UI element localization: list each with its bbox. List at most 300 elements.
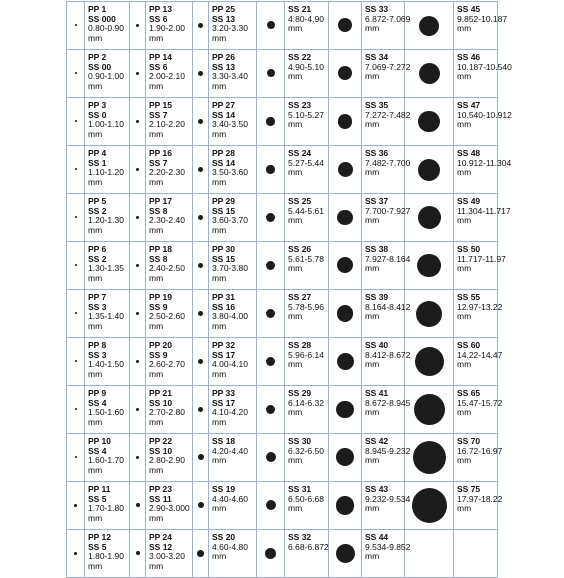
size-code-ss: SS 26 xyxy=(288,244,312,254)
size-code-ss: SS 000 xyxy=(88,13,116,24)
size-dot xyxy=(337,257,353,273)
size-dot-cell xyxy=(405,434,454,482)
size-dot-cell xyxy=(130,146,146,194)
size-label-cell xyxy=(209,2,257,50)
size-range: 4.20-4.40 xyxy=(212,445,248,456)
size-range: 7.069-7.272 xyxy=(365,61,411,72)
size-label-cell xyxy=(454,194,511,242)
size-label-cell xyxy=(454,242,506,290)
size-dot xyxy=(336,401,354,419)
size-unit: mm xyxy=(457,263,472,274)
size-code-ss: SS 2 xyxy=(88,253,107,264)
size-unit: mm xyxy=(365,311,380,322)
size-dot xyxy=(198,71,203,76)
size-dot xyxy=(136,312,140,316)
size-range: 1.90-2.00 xyxy=(149,23,185,34)
size-label-cell xyxy=(362,434,411,482)
table-row xyxy=(67,482,498,530)
size-range: 2.40-2.50 xyxy=(149,263,185,274)
size-range: 3.50-3.60 xyxy=(212,167,248,178)
size-label-cell xyxy=(285,50,329,98)
size-unit: mm xyxy=(457,407,472,418)
size-code-ss: SS 65 xyxy=(457,388,481,398)
size-range: 1.30-1.35 xyxy=(88,263,124,274)
size-code-pp: PP 20 xyxy=(149,340,173,350)
size-dot xyxy=(415,347,444,376)
size-dot-cell xyxy=(193,482,209,530)
size-unit: mm xyxy=(212,176,227,187)
size-dot xyxy=(412,488,447,523)
size-code-ss: SS 33 xyxy=(365,4,389,14)
size-code-pp: PP 9 xyxy=(88,388,107,398)
size-label-cell xyxy=(454,434,503,482)
size-range: 4.10-4.20 xyxy=(212,407,248,418)
size-code-ss: SS 35 xyxy=(365,100,389,110)
size-dot xyxy=(75,312,77,314)
size-code-ss: SS 29 xyxy=(288,388,312,398)
size-range: 7.927-8.164 xyxy=(365,253,411,264)
size-code-ss: SS 43 xyxy=(365,484,389,494)
size-unit: mm xyxy=(288,23,303,34)
size-label-cell xyxy=(85,98,130,146)
size-label-cell xyxy=(362,386,411,434)
size-code-pp: PP 27 xyxy=(212,100,236,110)
size-range: 9.852-10.187 xyxy=(457,13,508,24)
size-unit: mm xyxy=(457,455,472,466)
size-unit: mm xyxy=(288,503,303,514)
size-unit: mm xyxy=(88,368,103,379)
size-code-ss: SS 42 xyxy=(365,436,389,446)
size-dot xyxy=(198,263,203,268)
size-dot xyxy=(136,456,140,460)
size-dot-cell xyxy=(193,386,209,434)
size-label-cell xyxy=(85,146,130,194)
size-dot-cell xyxy=(257,386,285,434)
size-code-pp: PP 24 xyxy=(149,532,173,542)
size-unit: mm xyxy=(212,128,227,139)
size-code-ss: SS 21 xyxy=(288,4,312,14)
size-dot xyxy=(75,216,77,218)
size-dot xyxy=(136,408,140,412)
size-code-pp: PP 2 xyxy=(88,52,107,62)
size-code-pp: PP 30 xyxy=(212,244,236,254)
size-dot-cell xyxy=(67,146,85,194)
size-label-cell xyxy=(85,194,130,242)
size-unit: mm xyxy=(288,119,303,130)
size-unit: mm xyxy=(288,359,303,370)
size-dot-cell xyxy=(405,2,454,50)
size-label-cell xyxy=(362,50,411,98)
size-code-ss: SS 60 xyxy=(457,340,481,350)
size-code-ss: SS 10 xyxy=(149,397,173,408)
size-label-cell xyxy=(146,50,193,98)
size-label-cell xyxy=(362,146,411,194)
size-range: 5.78-5.96 xyxy=(288,301,324,312)
size-range: 17.97-18.22 xyxy=(457,493,503,504)
size-label-cell xyxy=(209,98,257,146)
table-row xyxy=(67,98,498,146)
size-label-cell xyxy=(146,290,193,338)
size-code-ss: SS 47 xyxy=(457,100,481,110)
size-unit: mm xyxy=(149,32,164,43)
size-dot-cell xyxy=(257,338,285,386)
size-label-cell xyxy=(454,50,512,98)
size-code-ss: SS 13 xyxy=(212,13,236,24)
size-range: 6.68-6.872 xyxy=(288,541,329,552)
size-unit: mm xyxy=(365,503,380,514)
size-label-cell xyxy=(209,50,257,98)
size-unit: mm xyxy=(365,23,380,34)
size-range: 2.60-2.70 xyxy=(149,359,185,370)
size-dot-cell xyxy=(405,146,454,194)
size-dot xyxy=(419,63,440,84)
size-label-cell xyxy=(285,434,329,482)
size-label-cell xyxy=(285,386,329,434)
size-code-pp: PP 14 xyxy=(149,52,173,62)
size-unit: mm xyxy=(457,119,472,130)
size-code-ss: SS 5 xyxy=(88,493,107,504)
size-range: 5.61-5.78 xyxy=(288,253,324,264)
size-code-pp: PP 31 xyxy=(212,292,236,302)
size-label-cell xyxy=(362,242,411,290)
size-unit: mm xyxy=(212,320,227,331)
size-label-cell xyxy=(454,530,498,578)
size-dot-cell xyxy=(405,242,454,290)
size-range: 2.10-2.20 xyxy=(149,119,185,130)
size-code-pp: PP 8 xyxy=(88,340,107,350)
size-dot xyxy=(338,18,352,32)
size-range: 1.40-1.50 xyxy=(88,359,124,370)
size-dot-cell xyxy=(257,98,285,146)
size-label-cell xyxy=(146,2,193,50)
size-range: 10.540-10.912 xyxy=(457,109,512,120)
size-unit: mm xyxy=(457,71,472,82)
size-code-ss: SS 7 xyxy=(149,109,168,120)
size-unit: mm xyxy=(288,455,303,466)
size-unit: mm xyxy=(288,407,303,418)
size-code-ss: SS 3 xyxy=(88,349,107,360)
size-unit: mm xyxy=(212,368,227,379)
size-unit: mm xyxy=(457,23,472,34)
size-code-pp: PP 16 xyxy=(149,148,173,158)
size-range: 7.272-7.482 xyxy=(365,109,411,120)
size-dot xyxy=(136,168,139,171)
size-dot-cell xyxy=(67,290,85,338)
size-label-cell xyxy=(362,194,411,242)
size-label-cell xyxy=(209,434,257,482)
size-code-ss: SS 41 xyxy=(365,388,389,398)
size-unit: mm xyxy=(88,32,103,43)
size-label-cell xyxy=(454,98,512,146)
size-dot-cell xyxy=(257,530,285,578)
size-label-cell xyxy=(454,386,503,434)
size-unit: mm xyxy=(365,407,380,418)
size-code-ss: SS 8 xyxy=(149,253,168,264)
size-unit: mm xyxy=(149,80,164,91)
size-dot-cell xyxy=(405,290,454,338)
size-range: 6.14-6.32 xyxy=(288,397,324,408)
size-code-pp: PP 7 xyxy=(88,292,107,302)
size-unit: mm xyxy=(88,512,103,523)
size-range: 3.80-4.00 xyxy=(212,311,248,322)
size-range: 15.47-15.72 xyxy=(457,397,503,408)
size-label-cell xyxy=(285,242,329,290)
size-dot-cell xyxy=(67,386,85,434)
size-range: 6.872-7.069 xyxy=(365,13,411,24)
size-dot xyxy=(75,264,77,266)
size-dot-cell xyxy=(193,434,209,482)
size-unit: mm xyxy=(149,128,164,139)
size-unit: mm xyxy=(149,176,164,187)
size-label-cell xyxy=(146,194,193,242)
size-unit: mm xyxy=(365,263,380,274)
size-unit: mm xyxy=(457,359,472,370)
size-code-pp: PP 18 xyxy=(149,244,173,254)
size-dot xyxy=(75,360,77,362)
size-dot-cell xyxy=(193,242,209,290)
size-dot-cell xyxy=(67,482,85,530)
size-label-cell xyxy=(362,530,411,578)
size-dot xyxy=(338,162,353,177)
size-dot xyxy=(136,72,139,75)
size-range: 2.50-2.60 xyxy=(149,311,185,322)
size-code-ss: SS 00 xyxy=(88,61,112,72)
size-code-ss: SS 13 xyxy=(212,61,236,72)
size-range: 8.412-8.672 xyxy=(365,349,411,360)
size-label-cell xyxy=(285,98,329,146)
size-label-cell xyxy=(146,434,193,482)
size-dot-cell xyxy=(130,50,146,98)
size-dot-cell xyxy=(329,146,362,194)
size-unit: mm xyxy=(88,560,103,571)
size-range: 1.35-1.40 xyxy=(88,311,124,322)
size-dot-cell xyxy=(329,482,362,530)
size-dot xyxy=(338,66,352,80)
size-code-ss: SS 49 xyxy=(457,196,481,206)
size-unit: mm xyxy=(149,464,164,475)
size-code-ss: SS 23 xyxy=(288,100,312,110)
size-code-pp: PP 29 xyxy=(212,196,236,206)
size-code-ss: SS 40 xyxy=(365,340,389,350)
size-label-cell xyxy=(454,338,503,386)
size-dot-cell xyxy=(405,386,454,434)
size-code-pp: PP 11 xyxy=(88,484,111,494)
size-dot-cell xyxy=(67,338,85,386)
table-row xyxy=(67,530,498,578)
size-range: 4.00-4.10 xyxy=(212,359,248,370)
size-range: 0.80-0.90 xyxy=(88,23,124,34)
table-row xyxy=(67,242,498,290)
size-range: 2.80-2.90 xyxy=(149,455,185,466)
size-range: 16.72-16.97 xyxy=(457,445,503,456)
size-code-pp: PP 26 xyxy=(212,52,236,62)
size-unit: mm xyxy=(88,464,103,475)
size-code-ss: SS 28 xyxy=(288,340,312,350)
size-dot xyxy=(266,261,275,270)
size-dot xyxy=(198,167,203,172)
size-unit: mm xyxy=(149,512,164,523)
size-dot xyxy=(198,119,203,124)
size-code-ss: SS 34 xyxy=(365,52,389,62)
size-dot xyxy=(414,394,445,425)
size-range: 1.60-1.70 xyxy=(88,455,124,466)
size-dot xyxy=(198,23,203,28)
size-code-pp: PP 12 xyxy=(88,532,112,542)
size-dot xyxy=(265,548,276,559)
size-unit: mm xyxy=(365,167,380,178)
size-dot-cell xyxy=(130,434,146,482)
size-range: 3.60-3.70 xyxy=(212,215,248,226)
size-code-ss: SS 5 xyxy=(88,541,107,552)
size-code-ss: SS 1 xyxy=(88,157,107,168)
size-code-pp: PP 23 xyxy=(149,484,173,494)
size-dot xyxy=(197,550,204,557)
size-dot-cell xyxy=(193,290,209,338)
size-range: 4.80-4.90 xyxy=(288,13,324,24)
size-dot-cell xyxy=(405,194,454,242)
size-dot-cell xyxy=(329,386,362,434)
size-dot-cell xyxy=(193,194,209,242)
size-unit: mm xyxy=(288,71,303,82)
size-code-pp: PP 4 xyxy=(88,148,107,158)
size-dot-cell xyxy=(257,242,285,290)
size-dot-cell xyxy=(329,242,362,290)
size-dot-cell xyxy=(67,434,85,482)
size-label-cell xyxy=(285,194,329,242)
size-range: 9.232-9.534 xyxy=(365,493,411,504)
size-dot xyxy=(198,215,203,220)
size-dot-cell xyxy=(329,194,362,242)
size-dot-cell xyxy=(405,50,454,98)
size-label-cell xyxy=(209,290,257,338)
size-code-pp: PP 3 xyxy=(88,100,107,110)
size-code-pp: PP 32 xyxy=(212,340,236,350)
size-dot-cell xyxy=(405,530,454,578)
size-code-ss: SS 22 xyxy=(288,52,312,62)
size-unit: mm xyxy=(365,71,380,82)
table-row xyxy=(67,434,498,482)
size-code-ss: SS 10 xyxy=(149,445,173,456)
size-code-ss: SS 55 xyxy=(457,292,481,302)
size-code-ss: SS 38 xyxy=(365,244,389,254)
size-unit: mm xyxy=(149,272,164,283)
size-code-pp: PP 5 xyxy=(88,196,107,206)
size-dot-cell xyxy=(130,386,146,434)
size-dot xyxy=(198,311,204,317)
size-unit: mm xyxy=(212,32,227,43)
size-unit: mm xyxy=(88,320,103,331)
size-unit: mm xyxy=(88,80,103,91)
size-unit: mm xyxy=(149,560,164,571)
table-row xyxy=(67,290,498,338)
size-range: 5.27-5.44 xyxy=(288,157,324,168)
size-range: 7.482-7.700 xyxy=(365,157,411,168)
size-dot xyxy=(266,405,276,415)
size-label-cell xyxy=(362,482,411,530)
size-label-cell xyxy=(362,2,411,50)
size-unit: mm xyxy=(365,215,380,226)
size-code-ss: SS 70 xyxy=(457,436,481,446)
size-range: 8.672-8.945 xyxy=(365,397,411,408)
size-range: 1.50-1.60 xyxy=(88,407,124,418)
size-code-pp: PP 1 xyxy=(88,4,107,14)
size-range: 4.90-5.10 xyxy=(288,61,324,72)
size-label-cell xyxy=(209,146,257,194)
size-label-cell xyxy=(285,338,329,386)
size-unit: mm xyxy=(88,416,103,427)
size-label-cell xyxy=(209,242,257,290)
size-code-ss: SS 15 xyxy=(212,253,236,264)
size-range: 10.912-11.304 xyxy=(457,157,512,168)
size-range: 5.10-5.27 xyxy=(288,109,324,120)
size-range: 2.30-2.40 xyxy=(149,215,185,226)
size-dot-cell xyxy=(130,482,146,530)
size-code-ss: SS 45 xyxy=(457,4,481,14)
size-chart xyxy=(66,1,512,571)
size-dot-cell xyxy=(405,98,454,146)
size-dot xyxy=(418,206,441,229)
size-range: 14.22-14.47 xyxy=(457,349,503,360)
size-label-cell xyxy=(85,338,130,386)
size-range: 4.60-4.80 xyxy=(212,541,248,552)
size-unit: mm xyxy=(212,272,227,283)
size-label-cell xyxy=(85,50,130,98)
size-dot-cell xyxy=(257,434,285,482)
size-label-cell xyxy=(285,290,329,338)
size-dot xyxy=(266,309,275,318)
size-label-cell xyxy=(209,482,257,530)
size-range: 2.90-3.000 xyxy=(149,503,190,514)
size-code-ss: SS 9 xyxy=(149,301,168,312)
size-unit: mm xyxy=(365,359,380,370)
size-dot-cell xyxy=(67,50,85,98)
size-dot xyxy=(413,441,446,474)
size-unit: mm xyxy=(88,224,103,235)
size-label-cell xyxy=(209,386,257,434)
size-code-ss: SS 36 xyxy=(365,148,389,158)
size-range: 4.40-4.60 xyxy=(212,493,248,504)
size-label-cell xyxy=(146,482,193,530)
size-dot xyxy=(74,552,77,555)
size-dot-cell xyxy=(329,50,362,98)
size-dot-cell xyxy=(67,194,85,242)
size-dot-cell xyxy=(329,530,362,578)
size-label-cell xyxy=(454,290,503,338)
size-dot xyxy=(338,114,353,129)
size-dot-cell xyxy=(193,338,209,386)
size-dot-cell xyxy=(130,194,146,242)
size-label-cell xyxy=(285,482,329,530)
size-label-cell xyxy=(285,146,329,194)
size-range: 9.534-9.852 xyxy=(365,541,411,552)
size-code-ss: SS 17 xyxy=(212,349,236,360)
size-dot xyxy=(337,305,354,322)
size-label-cell xyxy=(454,2,508,50)
size-dot-cell xyxy=(329,434,362,482)
size-dot xyxy=(75,72,77,74)
size-unit: mm xyxy=(288,167,303,178)
size-dot-cell xyxy=(67,98,85,146)
size-dot xyxy=(75,168,77,170)
size-code-ss: SS 27 xyxy=(288,292,312,302)
size-unit: mm xyxy=(288,215,303,226)
size-dot xyxy=(136,120,139,123)
size-code-ss: SS 4 xyxy=(88,445,107,456)
size-label-cell xyxy=(85,242,130,290)
size-unit: mm xyxy=(212,224,227,235)
size-unit: mm xyxy=(149,224,164,235)
size-label-cell xyxy=(285,530,329,578)
